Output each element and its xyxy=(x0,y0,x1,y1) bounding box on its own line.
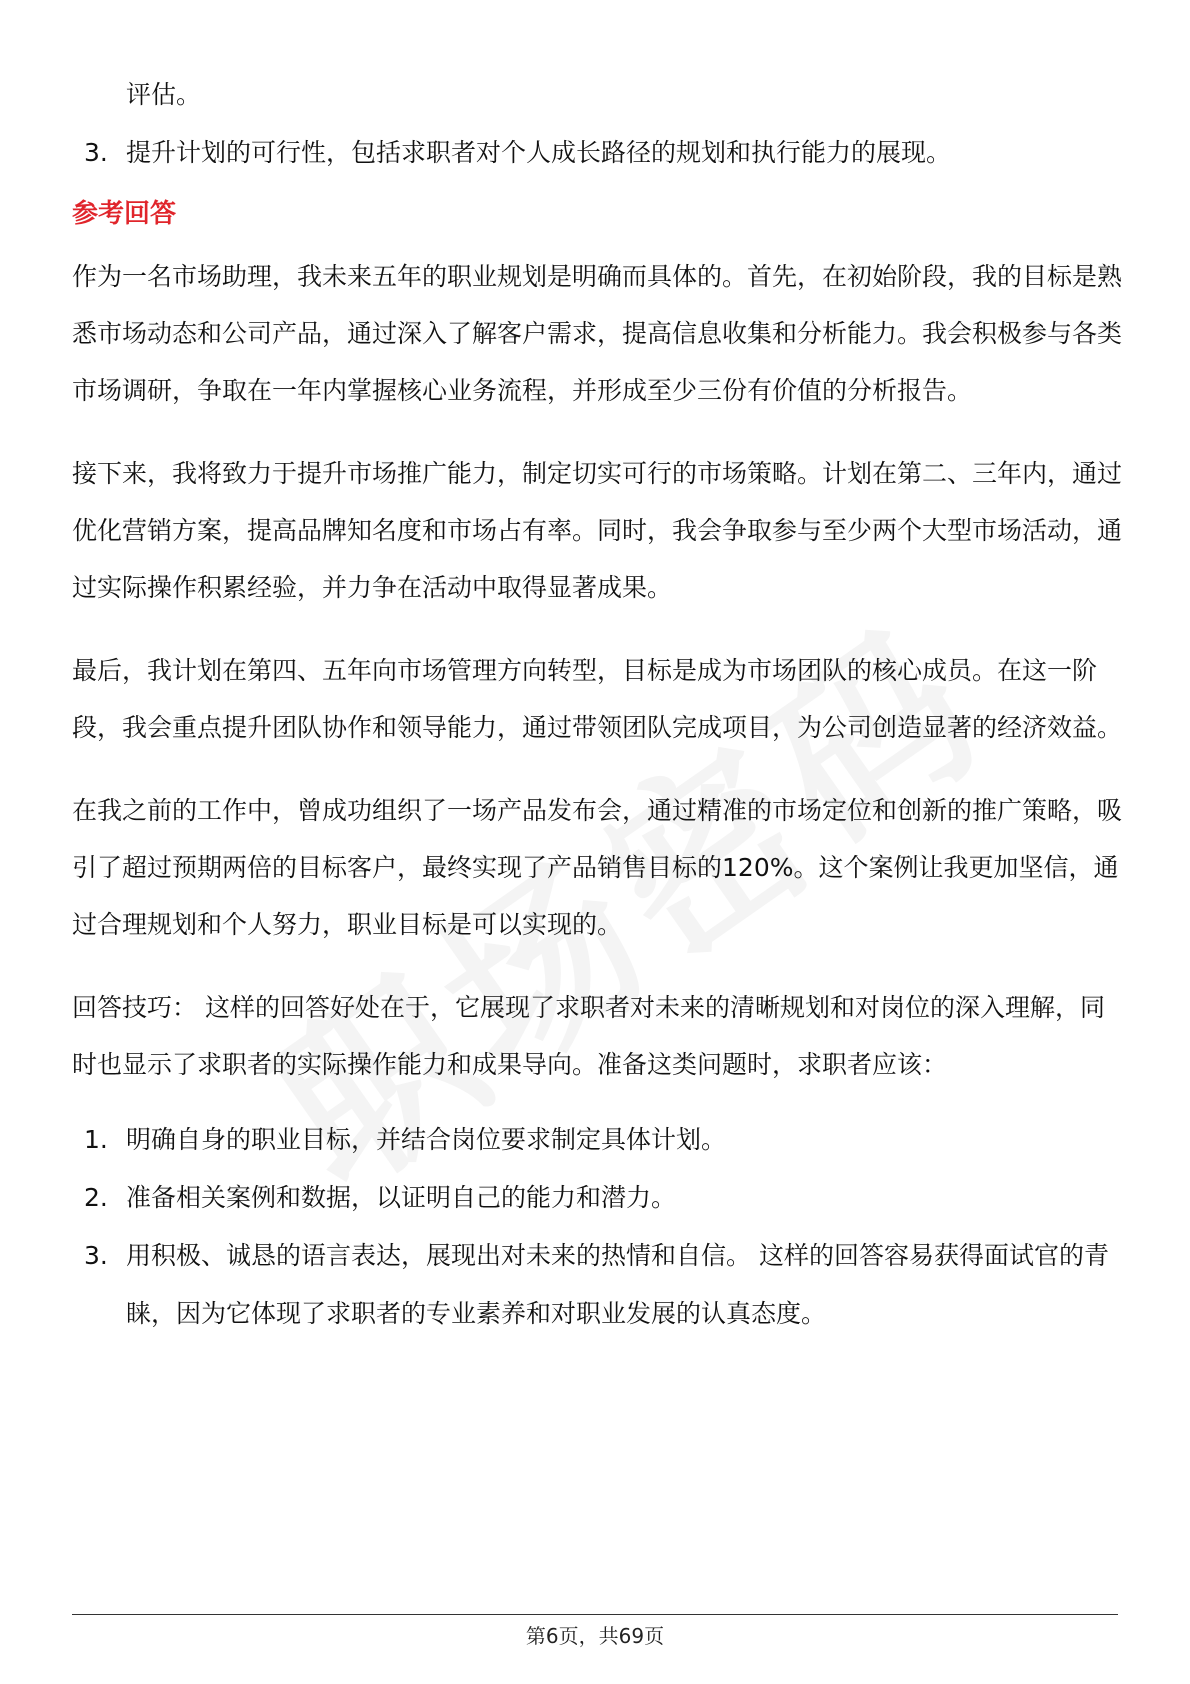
list-item xyxy=(72,1111,1122,1169)
tips-paragraph: 回答技巧： 这样的回答好处在于，它展现了求职者对未来的清晰规划和对岗位的深入理解，同时也显示了求职者的实际操作能力和成果导向。准备这类问题时，求职者应该： xyxy=(72,993,1105,1079)
criteria-list xyxy=(72,124,1122,182)
list-number: 3. xyxy=(84,138,108,167)
continuation-text: 评估。 xyxy=(126,80,202,109)
list-item-text: 提升计划的可行性，包括求职者对个人成长路径的规划和执行能力的展现。 xyxy=(126,138,952,167)
answer-paragraph: 在我之前的工作中，曾成功组织了一场产品发布会，通过精准的市场定位和创新的推广策略，吸引了超过预期两倍的目标客户，最终实现了产品销售目标的120%。这个案例让我更加坚信，通过合理规划和个人努力，职业目标是可以实现的。 xyxy=(72,796,1123,939)
answer-paragraph: 作为一名市场助理，我未来五年的职业规划是明确而具体的。首先，在初始阶段，我的目标是熟悉市场动态和公司产品，通过深入了解客户需求，提高信息收集和分析能力。我会积极参与各类市场调研，争取在一年内掌握核心业务流程，并形成至少三份有价值的分析报告。 xyxy=(72,262,1123,405)
tips-list xyxy=(72,1111,1122,1343)
list-item-text: 明确自身的职业目标，并结合岗位要求制定具体计划。 xyxy=(126,1125,727,1154)
list-number: 2. xyxy=(84,1183,108,1212)
document-body xyxy=(72,66,1122,1343)
list-item xyxy=(72,124,1122,182)
page-number: 第6页，共69页 xyxy=(525,1624,665,1648)
answer-paragraph: 最后，我计划在第四、五年向市场管理方向转型，目标是成为市场团队的核心成员。在这一阶段，我会重点提升团队协作和领导能力，通过带领团队完成项目，为公司创造显著的经济效益。 xyxy=(72,656,1123,742)
list-item-text: 准备相关案例和数据，以证明自己的能力和潜力。 xyxy=(126,1183,677,1212)
list-number: 3. xyxy=(84,1241,108,1270)
section-heading: 参考回答 xyxy=(72,199,177,229)
answer-paragraph: 接下来，我将致力于提升市场推广能力，制定切实可行的市场策略。计划在第二、三年内，通过优化营销方案，提高品牌知名度和市场占有率。同时，我会争取参与至少两个大型市场活动，通过实际操作积累经验，并力争在活动中取得显著成果。 xyxy=(72,459,1123,602)
list-item-text: 用积极、诚恳的语言表达，展现出对未来的热情和自信。 这样的回答容易获得面试官的青睐，因为它体现了求职者的专业素养和对职业发展的认真态度。 xyxy=(126,1241,1109,1328)
footer-divider xyxy=(72,1614,1118,1615)
list-item xyxy=(72,1169,1122,1227)
list-item xyxy=(72,1227,1122,1343)
list-number: 1. xyxy=(84,1125,108,1154)
